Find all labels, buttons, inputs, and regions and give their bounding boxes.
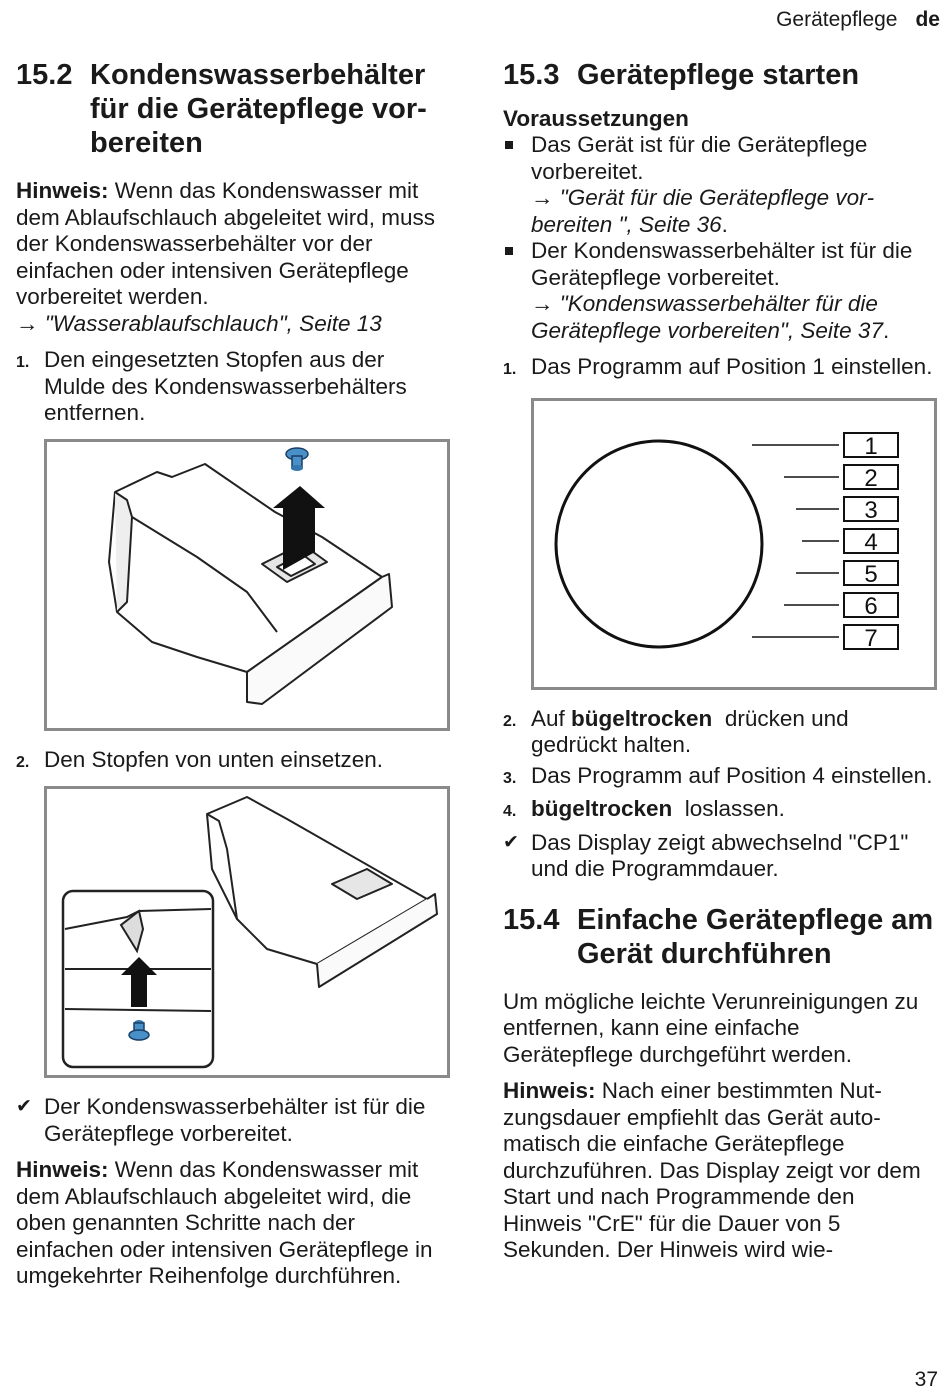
step-4 — [503, 796, 935, 826]
prerequisites-heading: Voraussetzungen — [503, 106, 689, 131]
section-heading-15-2 — [16, 58, 448, 160]
heading-number: 15.2 — [16, 59, 73, 91]
checkmark-icon: ✔ — [503, 831, 519, 853]
dial-position-label: 4 — [864, 528, 878, 556]
header-language: de — [915, 8, 940, 31]
container-illustration-detail — [47, 789, 447, 1075]
heading-title: Gerätepflege starten — [577, 59, 860, 91]
cross-reference-link[interactable]: "Gerät für die Gerätepflege vorbereiten ", Seite 36 — [531, 185, 875, 237]
bullet-square-icon — [503, 132, 531, 238]
step-2 — [16, 747, 448, 777]
arrow-icon: → — [531, 185, 554, 210]
step-text: Das Programm auf Position 1 einstellen. — [531, 354, 933, 379]
header-section: Gerätepflege — [776, 8, 898, 31]
bullet-square-icon — [503, 238, 531, 344]
result-item — [503, 830, 935, 883]
checkmark-icon: ✔ — [16, 1096, 32, 1117]
note-text: Nach einer bestimmten Nutzungsdauer empfiehlt das Gerät automatisch die einfache Gerätepflege durchzuführen. Das Display zeigt vor dem Start und nach Programmende den Hinweis "CrE" für die Dauer von 5 Sekunden. Der Hinweis wird wie- — [503, 1078, 921, 1262]
dial-position-label: 1 — [864, 432, 878, 460]
step-number: 2. — [16, 753, 30, 771]
figure-insert-stopper — [44, 786, 450, 1078]
prerequisite-item — [503, 132, 935, 238]
dial-position-label: 7 — [864, 624, 878, 652]
step-1 — [503, 354, 935, 384]
figure-remove-stopper — [44, 439, 450, 731]
dial-position-label: 2 — [864, 464, 878, 492]
dial-position-label: 5 — [864, 560, 878, 588]
section-heading-15-4 — [503, 903, 935, 971]
step-text: drücken und gedrückt halten. — [531, 705, 855, 757]
running-header — [776, 8, 940, 32]
result-text: Der Kondenswasserbehälter ist für die Gerätepflege vorbereitet. — [44, 1094, 426, 1146]
step-number: 1. — [16, 354, 30, 371]
note-label: Hinweis: — [16, 178, 109, 203]
container-illustration — [47, 442, 447, 728]
step-3 — [503, 763, 935, 793]
note-text: Wenn das Kondenswasser mit dem Ablaufschlauch abgeleitet wird, die oben genannten Schritte nach der einfachen oder intensiven Gerätepflege in umgekehrter Reihenfolge durchführen. — [16, 1157, 433, 1288]
note-label: Hinweis: — [503, 1078, 596, 1103]
punctuation: . — [882, 317, 890, 343]
prerequisite-text: Der Kondenswasserbehälter ist für die Gerätepflege vorbereitet. — [531, 238, 913, 290]
figure-program-dial — [531, 398, 937, 690]
cross-reference-link[interactable]: "Wasserablaufschlauch", Seite 13 — [38, 310, 382, 336]
result-item — [16, 1094, 448, 1147]
heading-title: Einfache Gerätepflege am Gerät durchführen — [577, 903, 934, 970]
step-text: Den eingesetzten Stopfen aus der Mulde des Kondenswasserbehälters entfernen. — [44, 347, 407, 425]
right-column — [503, 58, 935, 1264]
step-2 — [503, 706, 935, 759]
stopper-icon — [286, 448, 308, 471]
dial-position-label: 6 — [864, 592, 878, 620]
note-text: Wenn das Kondenswasser mit dem Ablaufschlauch abgeleitet wird, muss der Kondenswasserbehälter vor der einfachen oder intensiven Gerätepflege vorbereitet werden. — [16, 178, 435, 309]
step-text: Den Stopfen von unten einsetzen. — [44, 746, 383, 772]
intro-paragraph: Um mögliche leichte Verunreinigungen zu entfernen, kann eine einfache Gerätepflege durchgeführt werden. — [503, 988, 919, 1067]
detail-inset — [63, 891, 213, 1067]
button-name: bügeltrocken — [531, 796, 673, 821]
step-number: 1. — [503, 361, 517, 378]
note-paragraph — [16, 178, 448, 337]
prerequisite-item — [503, 238, 935, 344]
program-dial-diagram — [534, 401, 934, 687]
page-number: 37 — [914, 1368, 938, 1391]
section-heading-15-3 — [503, 58, 935, 92]
heading-title: Kondenswasserbehälter für die Gerätepflege vorbereiten — [90, 59, 427, 159]
left-column — [16, 58, 448, 1290]
step-number: 4. — [503, 803, 517, 820]
heading-number: 15.4 — [503, 903, 560, 936]
program-dial — [556, 441, 762, 647]
arrow-icon: → — [16, 310, 39, 336]
step-1 — [16, 347, 448, 427]
prerequisite-text: Das Gerät ist für die Gerätepflege vorbereitet. — [531, 132, 868, 184]
note-paragraph-2 — [16, 1157, 448, 1290]
note-label: Hinweis: — [16, 1157, 109, 1182]
arrow-icon: → — [531, 291, 554, 316]
dial-position-label: 3 — [864, 496, 878, 524]
punctuation: . — [721, 211, 728, 237]
step-number: 2. — [503, 712, 517, 730]
step-text: loslassen. — [672, 796, 785, 821]
button-name: bügeltrocken — [571, 705, 713, 731]
step-number: 3. — [503, 769, 517, 787]
step-text: Auf — [531, 705, 572, 731]
heading-number: 15.3 — [503, 59, 560, 91]
step-text: Das Programm auf Position 4 einstellen. — [531, 762, 933, 788]
result-text: Das Display zeigt abwechselnd "CP1" und die Programmdauer. — [531, 829, 909, 881]
note-paragraph — [503, 1078, 935, 1264]
cross-reference-link[interactable]: "Kondenswasserbehälter für die Gerätepflege vorbereiten", Seite 37 — [531, 291, 883, 343]
